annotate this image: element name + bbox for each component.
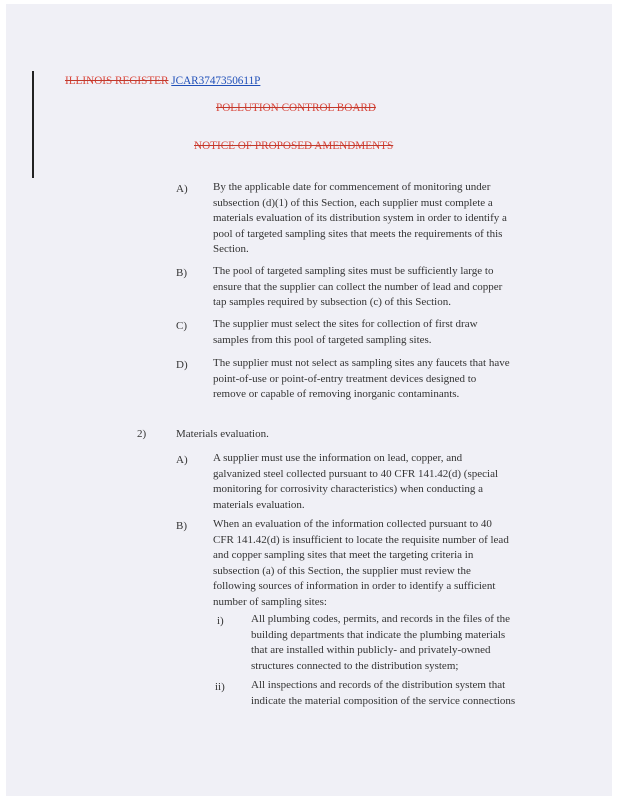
line: ensure that the supplier can collect the number of lead and copper [213, 280, 503, 293]
item-text-C1 [213, 317, 478, 348]
line: When an evaluation of the information collected pursuant to 40 [213, 518, 492, 530]
item-text-ii [251, 678, 515, 709]
line: and copper sampling sites that meet the targeting criteria in [213, 549, 474, 561]
line: The supplier must select the sites for collection of first draw [213, 318, 478, 330]
line: The supplier must not select as sampling sites any faucets that have [213, 357, 510, 369]
item-label-2: 2) [137, 428, 147, 440]
document-page [6, 4, 612, 796]
register-header [65, 76, 260, 87]
board-header: POLLUTION CONTROL BOARD [216, 102, 376, 114]
line: remove or capable of removing inorganic contaminants. [213, 388, 460, 400]
line: samples from this pool of targeted sampling sites. [213, 333, 432, 346]
item-text-i [251, 612, 510, 674]
line: A supplier must use the information on lead, copper, and [213, 452, 463, 464]
line: number of sampling sites: [213, 595, 327, 608]
item-label-A1: A) [176, 183, 188, 195]
item-label-D1: D) [176, 359, 188, 371]
item-label-B1: B) [176, 267, 187, 279]
line: galvanized steel collected pursuant to 40 CFR 141.42(d) (special [213, 467, 499, 480]
item-text-A2 [213, 451, 498, 513]
line: tap samples required by subsection (c) of this Section. [213, 296, 451, 308]
item-label-ii: ii) [215, 681, 225, 693]
jcar-inserted-text: JCAR3747350611P [171, 75, 261, 87]
change-bar [32, 71, 34, 178]
line: subsection (a) of this Section, the supplier must review the [213, 564, 471, 577]
line: The pool of targeted sampling sites must be sufficiently large to [213, 265, 494, 277]
item-text-2: Materials evaluation. [176, 428, 269, 440]
item-label-A2: A) [176, 454, 188, 466]
line: structures connected to the distribution system; [251, 659, 459, 672]
line: All plumbing codes, permits, and records in the files of the [251, 613, 511, 625]
item-text-B2 [213, 517, 509, 610]
line: By the applicable date for commencement of monitoring under [213, 181, 491, 193]
item-text-D1 [213, 356, 510, 403]
line: CFR 141.42(d) is insufficient to locate the requisite number of lead [213, 533, 509, 546]
line: All inspections and records of the distribution system that [251, 679, 506, 691]
item-label-B2: B) [176, 520, 187, 532]
line: materials evaluation. [213, 498, 305, 511]
line: subsection (d)(1) of this Section, each supplier must complete a [213, 196, 493, 209]
line: following sources of information in order to identify a sufficient [213, 580, 496, 592]
item-text-A1 [213, 180, 507, 258]
item-label-i: i) [217, 615, 224, 627]
item-label-C1: C) [176, 320, 187, 332]
line: point-of-use or point-of-entry treatment devices designed to [213, 372, 477, 385]
line: indicate the material composition of the service connections [251, 694, 516, 707]
line: that are installed within publicly- and privately-owned [251, 644, 491, 656]
notice-header: NOTICE OF PROPOSED AMENDMENTS [194, 140, 394, 152]
line: Section. [213, 243, 249, 255]
line: materials evaluation of its distribution system in order to identify a [213, 212, 507, 224]
item-text-B1 [213, 264, 502, 311]
line: pool of targeted sampling sites that meets the requirements of this [213, 227, 503, 240]
register-struck-text: ILLINOIS REGISTER [65, 75, 169, 87]
line: building departments that indicate the plumbing materials [251, 628, 506, 641]
line: monitoring for corrosivity characteristics) when conducting a [213, 483, 484, 495]
